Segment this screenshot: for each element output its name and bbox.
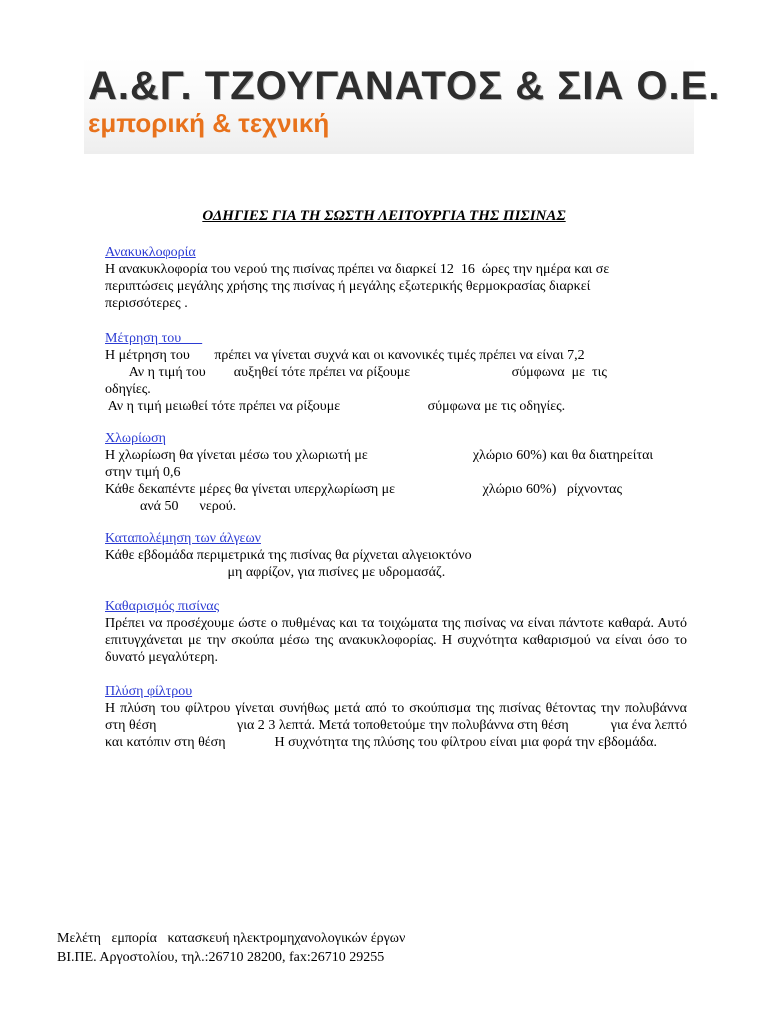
footer-services: Μελέτη εμπορία κατασκευή ηλεκτρομηχανολογικών έργων <box>57 931 406 946</box>
logo-tagline: εμπορική & τεχνική <box>88 108 330 138</box>
section-recirculation <box>105 244 687 312</box>
text-line: στην τιμή 0,6 <box>105 465 181 480</box>
section-heading-filter-wash: Πλύση φίλτρου <box>105 684 193 699</box>
company-logo <box>84 58 721 154</box>
text-paragraph: Η πλύση του φίλτρου γίνεται συνήθως μετά από το σκούπισμα της πισίνας θέτοντας την πολυβάννα στη θέση για 2 3 λεπτά. Μετά τοποθετούμε την πολυβάννα στη θέση για ένα λεπτό και κατόπιν στη θέση Η συχνότητα της πλύσης του φίλτρου είναι μια φορά την εβδομάδα. <box>105 701 691 750</box>
section-heading-algae: Καταπολέμηση των άλγεων <box>105 531 261 546</box>
text-line: οδηγίες. <box>105 382 151 397</box>
section-measurement <box>105 330 687 415</box>
document-title: ΟΔΗΓΙΕΣ ΓΙΑ ΤΗ ΣΩΣΤΗ ΛΕΙΤΟΥΡΓΙΑ ΤΗΣ ΠΙΣΙΝΑΣ <box>202 208 566 224</box>
logo-company-name: Α.&Γ. ΤΖΟΥΓΑΝΑΤΟΣ & ΣΙΑ Ο.Ε. <box>88 64 721 108</box>
text-line: Κάθε εβδομάδα περιμετρικά της πισίνας θα ρίχνεται αλγειοκτόνο <box>105 548 472 563</box>
text-line: μη αφρίζον, για πισίνες με υδρομασάζ. <box>105 565 446 580</box>
section-heading-chlorination: Χλωρίωση <box>105 431 166 446</box>
section-chlorination <box>105 430 687 515</box>
text-line: Αν η τιμή του αυξηθεί τότε πρέπει να ρίξουμε σύμφωνα με τις <box>105 365 607 380</box>
section-algae <box>105 530 687 581</box>
footer-contact: ΒΙ.ΠΕ. Αργοστολίου, τηλ.:26710 28200, fax:26710 29255 <box>57 950 385 965</box>
section-heading-measurement: Μέτρηση του <box>105 331 203 346</box>
footer <box>57 929 405 967</box>
text-line: Κάθε δεκαπέντε μέρες θα γίνεται υπερχλωρίωση με χλώριο 60%) ρίχνοντας <box>105 482 622 497</box>
section-pool-cleaning <box>105 598 687 666</box>
text-line: Η μέτρηση του πρέπει να γίνεται συχνά και οι κανονικές τιμές πρέπει να είναι 7,2 <box>105 348 585 363</box>
section-heading-pool-cleaning: Καθαρισμός πισίνας <box>105 599 220 614</box>
text-line: ανά 50 νερού. <box>105 499 237 514</box>
section-heading-recirculation: Ανακυκλοφορία <box>105 245 196 260</box>
text-line: περιπτώσεις μεγάλης χρήσης της πισίνας ή μεγάλης εξωτερικής θερμοκρασίας διαρκεί <box>105 279 591 294</box>
text-line: περισσότερες . <box>105 296 188 311</box>
text-line: Η χλωρίωση θα γίνεται μέσω του χλωριωτή με χλώριο 60%) και θα διατηρείται <box>105 448 654 463</box>
text-line: Αν η τιμή μειωθεί τότε πρέπει να ρίξουμε σύμφωνα με τις οδηγίες. <box>105 399 566 414</box>
text-line: Η ανακυκλοφορία του νερού της πισίνας πρέπει να διαρκεί 12 16 ώρες την ημέρα και σε <box>105 262 610 277</box>
text-paragraph: Πρέπει να προσέχουμε ώστε ο πυθμένας και τα τοιχώματα της πισίνας να είναι πάντοτε καθαρά. Αυτό επιτυγχάνεται με την σκούπα μέσω της ανακυκλοφορίας. Η συχνότητα καθαρισμού να είναι όσο το δυνατό μεγαλύτερη. <box>105 616 687 665</box>
section-filter-wash <box>105 683 691 751</box>
